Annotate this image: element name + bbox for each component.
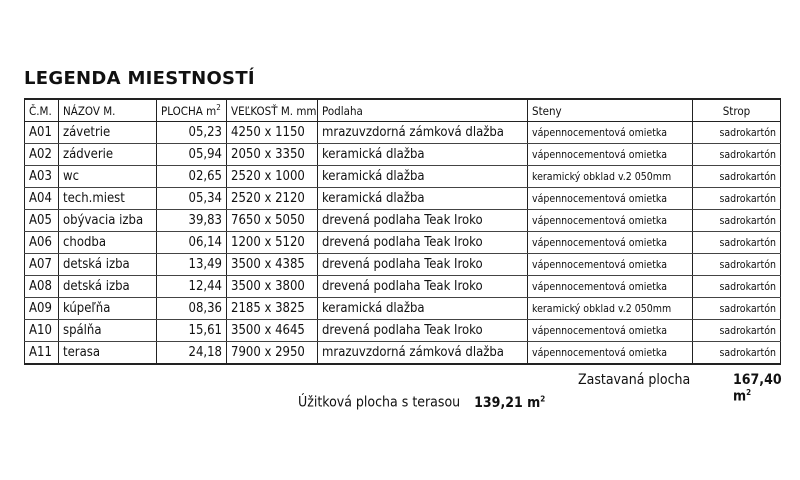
cell-strop: sadrokartón [693,232,781,254]
cell-podlaha: drevená podlaha Teak Iroko [318,232,528,254]
header-strop: Strop [693,99,781,122]
table-row [25,342,781,365]
cell-velkost: 2185 x 3825 [227,298,318,320]
cell-podlaha: keramická dlažba [318,144,528,166]
cell-cm: A10 [25,320,59,342]
cell-steny: vápennocementová omietka [528,276,693,298]
built-area-label: Zastavaná plocha [578,372,691,388]
cell-steny: vápennocementová omietka [528,144,693,166]
table-row [25,144,781,166]
cell-podlaha: drevená podlaha Teak Iroko [318,276,528,298]
cell-nazov: detská izba [59,276,157,298]
cell-velkost: 3500 x 3800 [227,276,318,298]
header-velkost: VEĽKOSŤ M. mm [227,99,318,122]
table-row [25,122,781,144]
cell-steny: vápennocementová omietka [528,232,693,254]
cell-velkost: 3500 x 4645 [227,320,318,342]
cell-velkost: 2520 x 1000 [227,166,318,188]
cell-plocha: 08,36 [157,298,227,320]
cell-strop: sadrokartón [693,144,781,166]
header-plocha: PLOCHA $m^2$ [157,99,227,122]
cell-velkost: 3500 x 4385 [227,254,318,276]
usable-area [298,394,545,411]
cell-podlaha: drevená podlaha Teak Iroko [318,254,528,276]
cell-nazov: kúpeľňa [59,298,157,320]
cell-podlaha: keramická dlažba [318,188,528,210]
cell-nazov: wc [59,166,157,188]
cell-cm: A08 [25,276,59,298]
cell-strop: sadrokartón [693,342,781,365]
cell-cm: A06 [25,232,59,254]
cell-steny: keramický obklad v.2 050mm [528,298,693,320]
cell-nazov: detská izba [59,254,157,276]
header-cm: Č.M. [25,99,59,122]
cell-podlaha: drevená podlaha Teak Iroko [318,210,528,232]
usable-area-label: Úžitková plocha s terasou [298,394,461,411]
cell-cm: A05 [25,210,59,232]
cell-strop: sadrokartón [693,210,781,232]
table-row [25,254,781,276]
cell-plocha: 05,34 [157,188,227,210]
cell-cm: A07 [25,254,59,276]
cell-podlaha: mrazuvzdorná zámková dlažba [318,342,528,365]
cell-velkost: 2520 x 2120 [227,188,318,210]
cell-nazov: terasa [59,342,157,365]
cell-nazov: obývacia izba [59,210,157,232]
cell-nazov: závetrie [59,122,157,144]
legend-title: LEGENDA MIESTNOSTÍ [24,68,255,89]
cell-steny: vápennocementová omietka [528,254,693,276]
cell-strop: sadrokartón [693,298,781,320]
cell-strop: sadrokartón [693,122,781,144]
cell-strop: sadrokartón [693,188,781,210]
cell-velkost: 4250 x 1150 [227,122,318,144]
cell-cm: A09 [25,298,59,320]
table-row [25,210,781,232]
cell-nazov: spálňa [59,320,157,342]
table-row [25,166,781,188]
table-header-row [25,99,781,122]
header-podlaha: Podlaha [318,99,528,122]
cell-strop: sadrokartón [693,276,781,298]
cell-velkost: 1200 x 5120 [227,232,318,254]
cell-podlaha: keramická dlažba [318,298,528,320]
cell-strop: sadrokartón [693,166,781,188]
cell-podlaha: mrazuvzdorná zámková dlažba [318,122,528,144]
cell-steny: vápennocementová omietka [528,320,693,342]
header-nazov: NÁZOV M. [59,99,157,122]
table-body [25,122,781,365]
cell-velkost: 2050 x 3350 [227,144,318,166]
table-row [25,276,781,298]
cell-velkost: 7650 x 5050 [227,210,318,232]
cell-nazov: tech.miest [59,188,157,210]
cell-plocha: 05,94 [157,144,227,166]
cell-velkost: 7900 x 2950 [227,342,318,365]
cell-cm: A02 [25,144,59,166]
cell-podlaha: drevená podlaha Teak Iroko [318,320,528,342]
cell-cm: A03 [25,166,59,188]
table-row [25,232,781,254]
cell-plocha: 06,14 [157,232,227,254]
cell-cm: A04 [25,188,59,210]
table-row [25,298,781,320]
cell-podlaha: keramická dlažba [318,166,528,188]
cell-nazov: chodba [59,232,157,254]
cell-strop: sadrokartón [693,254,781,276]
cell-plocha: 02,65 [157,166,227,188]
cell-steny: keramický obklad v.2 050mm [528,166,693,188]
cell-plocha: 05,23 [157,122,227,144]
cell-steny: vápennocementová omietka [528,188,693,210]
header-steny: Steny [528,99,693,122]
table-row [25,188,781,210]
cell-steny: vápennocementová omietka [528,210,693,232]
cell-steny: vápennocementová omietka [528,122,693,144]
cell-nazov: zádverie [59,144,157,166]
built-area-value: 167,40 $m^2$ [733,372,782,405]
cell-plocha: 13,49 [157,254,227,276]
cell-plocha: 12,44 [157,276,227,298]
table-row [25,320,781,342]
cell-plocha: 39,83 [157,210,227,232]
cell-cm: A01 [25,122,59,144]
cell-plocha: 24,18 [157,342,227,365]
usable-area-value: 139,21 $m^2$ [474,394,546,411]
rooms-table [24,98,781,365]
cell-steny: vápennocementová omietka [528,342,693,365]
cell-cm: A11 [25,342,59,365]
cell-plocha: 15,61 [157,320,227,342]
cell-strop: sadrokartón [693,320,781,342]
